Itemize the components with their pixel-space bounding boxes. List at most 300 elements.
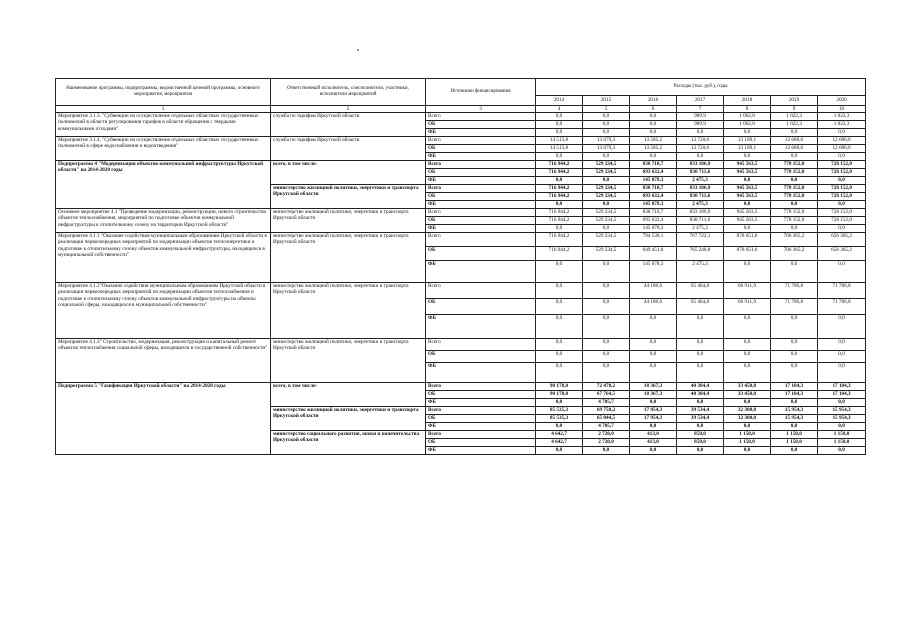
funding-source-cell: ОБ: [426, 169, 536, 177]
value-cell-2018: 0,0: [724, 399, 771, 407]
value-cell-2016: 0,0: [630, 339, 677, 351]
value-cell-2014: 0,0: [536, 399, 583, 407]
value-cell-2014: 716 944,2: [536, 233, 583, 247]
value-cell-2015: 529 234,5: [583, 193, 630, 201]
scan-speck: [357, 49, 359, 51]
value-cell-2014: 0,0: [536, 283, 583, 299]
value-cell-2017: 65 464,8: [677, 299, 724, 315]
value-cell-2016: 413,0: [630, 431, 677, 439]
value-cell-2019: 778 152,0: [771, 209, 818, 217]
value-cell-2018: 13 189,1: [724, 145, 771, 153]
funding-source-cell: ОБ: [426, 145, 536, 153]
value-cell-2019: 0,0: [771, 363, 818, 383]
funding-source-cell: ФБ: [426, 423, 536, 431]
value-cell-2017: 2 475,3: [677, 201, 724, 209]
value-cell-2016: 0,0: [630, 121, 677, 129]
value-cell-2016: 44 180,6: [630, 299, 677, 315]
value-cell-2016: 0,0: [630, 153, 677, 161]
value-cell-2016: 693 632,4: [630, 217, 677, 225]
value-cell-2020: 0,0: [818, 351, 866, 363]
header-name-column: Наименование программы, подпрограммы, ведомственной целевой программы, основного мероприятия, мероприятия: [56, 79, 271, 106]
header-year-2016: 2016: [630, 96, 677, 106]
value-cell-2016: 145 078,3: [630, 177, 677, 185]
funding-source-cell: ФБ: [426, 447, 536, 455]
value-cell-2014: 0,0: [536, 129, 583, 137]
table-row: [56, 383, 866, 391]
value-cell-2018: 0,0: [724, 423, 771, 431]
value-cell-2015: 69 750,2: [583, 407, 630, 415]
value-cell-2016: 693 632,4: [630, 193, 677, 201]
value-cell-2017: 2 475,3: [677, 225, 724, 233]
value-cell-2020: 656 365,2: [818, 247, 866, 261]
value-cell-2020: 0,0: [818, 423, 866, 431]
program-name-cell: Мероприятие 4.1.2"Оказание содействия муниципальным образованиям Иркутской области в реализации первоочередных мероприятий по модернизации объектов теплоснабжения и подготовке к отопительному сезону объектов коммунальной инфраструктуры на объекты социальной сферы, находящихся в муниципальной собственности": [56, 283, 271, 339]
value-cell-2019: 0,0: [771, 261, 818, 283]
value-cell-2014: 716 944,2: [536, 209, 583, 217]
value-cell-2014: 0,0: [536, 351, 583, 363]
value-cell-2014: 0,0: [536, 423, 583, 431]
value-cell-2015: 0,0: [583, 363, 630, 383]
responsible-cell: министерство социального развития, опеки и попечительства Иркутской области: [271, 431, 426, 455]
value-cell-2020: 71 786,8: [818, 299, 866, 315]
value-cell-2017: 830 711,6: [677, 169, 724, 177]
value-cell-2018: 0,0: [724, 447, 771, 455]
value-cell-2018: 13 189,1: [724, 137, 771, 145]
value-cell-2015: 0,0: [583, 113, 630, 121]
value-cell-2014: 0,0: [536, 177, 583, 185]
value-cell-2015: 0,0: [583, 201, 630, 209]
value-cell-2017: 13 720,6: [677, 145, 724, 153]
value-cell-2015: 72 470,2: [583, 383, 630, 391]
value-cell-2019: 778 152,0: [771, 169, 818, 177]
value-cell-2020: 12 680,0: [818, 145, 866, 153]
value-cell-2017: 2 475,3: [677, 177, 724, 185]
value-cell-2016: 0,0: [630, 315, 677, 339]
value-cell-2016: 693 632,4: [630, 169, 677, 177]
value-cell-2019: 0,0: [771, 201, 818, 209]
value-cell-2014: 4 642,7: [536, 431, 583, 439]
value-cell-2014: 0,0: [536, 153, 583, 161]
table-row: [56, 209, 866, 217]
value-cell-2018: 0,0: [724, 201, 771, 209]
value-cell-2020: 728 152,0: [818, 185, 866, 193]
value-cell-2014: 14 513,8: [536, 137, 583, 145]
value-cell-2018: 945 563,5: [724, 169, 771, 177]
value-cell-2020: 0,0: [818, 201, 866, 209]
value-cell-2016: 17 954,3: [630, 415, 677, 423]
value-cell-2020: 1 022,3: [818, 121, 866, 129]
value-cell-2015: 4 705,7: [583, 423, 630, 431]
value-cell-2016: 13 585,2: [630, 137, 677, 145]
value-cell-2015: 529 234,5: [583, 217, 630, 225]
value-cell-2018: 0,0: [724, 363, 771, 383]
value-cell-2014: 0,0: [536, 201, 583, 209]
column-number-10: 10: [818, 106, 866, 113]
value-cell-2019: 12 680,0: [771, 145, 818, 153]
value-cell-2014: 716 944,2: [536, 169, 583, 177]
value-cell-2020: 0,0: [818, 261, 866, 283]
value-cell-2017: 39 534,4: [677, 415, 724, 423]
value-cell-2018: 0,0: [724, 129, 771, 137]
value-cell-2019: 1 150,0: [771, 439, 818, 447]
funding-source-cell: ФБ: [426, 225, 536, 233]
value-cell-2018: 1 062,8: [724, 121, 771, 129]
value-cell-2017: 0,0: [677, 447, 724, 455]
program-name-cell: Мероприятие 4.1.3" Строительство, модернизация, реконструкция и капитальный ремонт объектов теплоснабжения социальной сферы, находящихся в государственной собственности": [56, 339, 271, 383]
funding-source-cell: ФБ: [426, 261, 536, 283]
value-cell-2019: 778 152,0: [771, 185, 818, 193]
value-cell-2016: 0,0: [630, 351, 677, 363]
value-cell-2015: 2 720,0: [583, 431, 630, 439]
value-cell-2015: 2 720,0: [583, 439, 630, 447]
responsible-cell: всего, в том числе:: [271, 383, 426, 407]
value-cell-2017: 0,0: [677, 129, 724, 137]
value-cell-2017: 13 720,6: [677, 137, 724, 145]
program-name-cell: Подпрограмма 4 "Модернизация объектов коммунальной инфраструктуры Иркутской области" на 2014-2020 годы: [56, 161, 271, 209]
value-cell-2019: 0,0: [771, 339, 818, 351]
funding-source-cell: Всего: [426, 283, 536, 299]
value-cell-2018: 945 563,5: [724, 161, 771, 169]
value-cell-2017: 2 475,3: [677, 261, 724, 283]
value-cell-2017: 39 534,4: [677, 407, 724, 415]
funding-source-cell: ОБ: [426, 193, 536, 201]
column-number-5: 5: [583, 106, 630, 113]
column-number-4: 4: [536, 106, 583, 113]
value-cell-2019: 778 152,0: [771, 193, 818, 201]
value-cell-2020: 728 152,0: [818, 161, 866, 169]
table-row: [56, 161, 866, 169]
value-cell-2019: 17 104,3: [771, 383, 818, 391]
value-cell-2020: 0,0: [818, 177, 866, 185]
value-cell-2017: 65 464,8: [677, 283, 724, 299]
value-cell-2020: 728 152,0: [818, 169, 866, 177]
value-cell-2014: 90 178,0: [536, 383, 583, 391]
funding-source-cell: ОБ: [426, 121, 536, 129]
value-cell-2019: 0,0: [771, 447, 818, 455]
responsible-cell: министерство жилищной политики, энергетики и транспорта Иркутской области: [271, 339, 426, 383]
value-cell-2017: 989,9: [677, 113, 724, 121]
funding-source-cell: Всего: [426, 431, 536, 439]
responsible-cell: служба по тарифам Иркутской области: [271, 137, 426, 161]
header-year-2020: 2020: [818, 96, 866, 106]
value-cell-2014: 0,0: [536, 363, 583, 383]
funding-source-cell: ОБ: [426, 391, 536, 399]
value-cell-2020: 12 680,0: [818, 137, 866, 145]
value-cell-2016: 0,0: [630, 423, 677, 431]
value-cell-2019: 706 365,2: [771, 233, 818, 247]
value-cell-2019: 0,0: [771, 399, 818, 407]
column-number-6: 6: [630, 106, 677, 113]
funding-source-cell: ОБ: [426, 439, 536, 447]
funding-source-cell: Всего: [426, 209, 536, 217]
funding-source-cell: Всего: [426, 339, 536, 351]
value-cell-2014: 14 513,8: [536, 145, 583, 153]
value-cell-2015: 529 234,5: [583, 161, 630, 169]
value-cell-2020: 17 104,3: [818, 391, 866, 399]
value-cell-2019: 0,0: [771, 225, 818, 233]
header-year-2017: 2017: [677, 96, 724, 106]
value-cell-2016: 838 710,7: [630, 185, 677, 193]
value-cell-2015: 529 234,5: [583, 247, 630, 261]
funding-source-cell: ФБ: [426, 201, 536, 209]
responsible-cell: министерство жилищной политики, энергетики и транспорта Иркутской области: [271, 283, 426, 339]
value-cell-2020: 71 786,8: [818, 283, 866, 299]
value-cell-2018: 33 450,0: [724, 383, 771, 391]
value-cell-2015: 529 234,5: [583, 209, 630, 217]
funding-source-cell: ОБ: [426, 247, 536, 261]
value-cell-2015: 4 705,7: [583, 399, 630, 407]
value-cell-2015: 0,0: [583, 153, 630, 161]
value-cell-2020: 0,0: [818, 339, 866, 351]
value-cell-2020: 728 152,0: [818, 217, 866, 225]
value-cell-2020: 0,0: [818, 315, 866, 339]
value-cell-2019: 15 954,3: [771, 415, 818, 423]
value-cell-2020: 1 022,3: [818, 113, 866, 121]
value-cell-2017: 765 246,8: [677, 247, 724, 261]
value-cell-2019: 71 786,8: [771, 283, 818, 299]
value-cell-2016: 0,0: [630, 113, 677, 121]
value-cell-2018: 66 911,9: [724, 283, 771, 299]
value-cell-2018: 32 300,0: [724, 415, 771, 423]
value-cell-2019: 0,0: [771, 177, 818, 185]
value-cell-2020: 0,0: [818, 225, 866, 233]
program-name-cell: Мероприятие 3.1.3. "Субвенции на осуществление отдельных областных государственных полномочий в области регулирования тарифов в области обращения с твердыми коммунальными отходами": [56, 113, 271, 137]
header-responsible-column: Ответственный исполнитель, соисполнители, участники, исполнители мероприятий: [271, 79, 426, 106]
value-cell-2017: 0,0: [677, 351, 724, 363]
value-cell-2020: 656 365,2: [818, 233, 866, 247]
table-row: [56, 137, 866, 145]
value-cell-2020: 0,0: [818, 363, 866, 383]
header-year-2018: 2018: [724, 96, 771, 106]
value-cell-2016: 0,0: [630, 399, 677, 407]
value-cell-2019: 0,0: [771, 129, 818, 137]
value-cell-2018: 945 563,5: [724, 209, 771, 217]
value-cell-2015: 529 234,5: [583, 169, 630, 177]
value-cell-2016: 17 954,3: [630, 407, 677, 415]
responsible-cell: министерство жилищной политики, энергетики и транспорта Иркутской области: [271, 233, 426, 283]
value-cell-2017: 989,9: [677, 121, 724, 129]
value-cell-2016: 794 530,1: [630, 233, 677, 247]
value-cell-2016: 0,0: [630, 447, 677, 455]
value-cell-2019: 706 365,2: [771, 247, 818, 261]
program-name-cell: Мероприятие 4.1.1 "Оказание содействия муниципальным образованиям Иркутской области в реализации первоочередных мероприятий по модернизации объектов теплоэнергетики и подготовке к отопительному сезону объектов коммунальной инфраструктуры, находящихся в муниципальной собственности": [56, 233, 271, 283]
value-cell-2016: 649 451,8: [630, 247, 677, 261]
value-cell-2019: 0,0: [771, 315, 818, 339]
value-cell-2020: 0,0: [818, 153, 866, 161]
value-cell-2015: 0,0: [583, 447, 630, 455]
value-cell-2015: 0,0: [583, 339, 630, 351]
value-cell-2019: 0,0: [771, 423, 818, 431]
value-cell-2018: 0,0: [724, 225, 771, 233]
value-cell-2017: 0,0: [677, 423, 724, 431]
table-row: [56, 113, 866, 121]
value-cell-2017: 0,0: [677, 363, 724, 383]
header-source-column: Источники финансирования: [426, 79, 536, 106]
value-cell-2016: 145 078,3: [630, 201, 677, 209]
value-cell-2015: 529 234,5: [583, 185, 630, 193]
value-cell-2016: 18 367,3: [630, 391, 677, 399]
value-cell-2014: 85 535,3: [536, 415, 583, 423]
value-cell-2016: 838 710,7: [630, 161, 677, 169]
table-row: [56, 339, 866, 351]
value-cell-2014: 0,0: [536, 225, 583, 233]
responsible-cell: министерство жилищной политики, энергетики и транспорта Иркутской области: [271, 407, 426, 431]
column-number-8: 8: [724, 106, 771, 113]
column-number-2: 2: [271, 106, 426, 113]
column-number-7: 7: [677, 106, 724, 113]
header-year-2015: 2015: [583, 96, 630, 106]
value-cell-2014: 716 944,2: [536, 193, 583, 201]
value-cell-2018: 0,0: [724, 261, 771, 283]
value-cell-2017: 830 711,6: [677, 217, 724, 225]
funding-source-cell: ФБ: [426, 177, 536, 185]
column-number-1: 1: [56, 106, 271, 113]
funding-source-cell: Всего: [426, 161, 536, 169]
value-cell-2015: 0,0: [583, 315, 630, 339]
value-cell-2020: 17 104,3: [818, 383, 866, 391]
value-cell-2020: 15 954,3: [818, 407, 866, 415]
value-cell-2017: 767 722,1: [677, 233, 724, 247]
funding-source-cell: ФБ: [426, 315, 536, 339]
value-cell-2019: 1 150,0: [771, 431, 818, 439]
value-cell-2017: 40 384,4: [677, 383, 724, 391]
value-cell-2018: 0,0: [724, 315, 771, 339]
value-cell-2015: 13 679,3: [583, 145, 630, 153]
responsible-cell: всего, в том числе:: [271, 161, 426, 185]
value-cell-2018: 0,0: [724, 351, 771, 363]
value-cell-2014: 90 178,0: [536, 391, 583, 399]
funding-source-cell: ОБ: [426, 415, 536, 423]
value-cell-2018: 1 150,0: [724, 431, 771, 439]
value-cell-2018: 66 911,9: [724, 299, 771, 315]
value-cell-2015: 0,0: [583, 129, 630, 137]
value-cell-2014: 85 535,3: [536, 407, 583, 415]
value-cell-2016: 44 180,6: [630, 283, 677, 299]
value-cell-2017: 833 186,9: [677, 185, 724, 193]
funding-source-cell: ОБ: [426, 299, 536, 315]
funding-source-cell: Всего: [426, 233, 536, 247]
value-cell-2018: 878 651,6: [724, 233, 771, 247]
value-cell-2016: 0,0: [630, 363, 677, 383]
value-cell-2015: 67 764,5: [583, 391, 630, 399]
value-cell-2016: 18 367,3: [630, 383, 677, 391]
value-cell-2019: 0,0: [771, 153, 818, 161]
value-cell-2015: 0,0: [583, 351, 630, 363]
funding-source-cell: Всего: [426, 185, 536, 193]
value-cell-2020: 728 152,0: [818, 209, 866, 217]
value-cell-2014: 716 944,2: [536, 185, 583, 193]
value-cell-2020: 1 150,0: [818, 439, 866, 447]
value-cell-2017: 0,0: [677, 315, 724, 339]
program-name-cell: Мероприятие 3.1.4. "Субвенции на осуществление отдельных областных государственных полномочий в сфере водоснабжения и водоотведения": [56, 137, 271, 161]
funding-source-cell: ФБ: [426, 399, 536, 407]
value-cell-2018: 32 300,0: [724, 407, 771, 415]
value-cell-2014: 0,0: [536, 315, 583, 339]
value-cell-2018: 0,0: [724, 153, 771, 161]
value-cell-2015: 529 234,5: [583, 233, 630, 247]
value-cell-2019: 15 954,3: [771, 407, 818, 415]
value-cell-2019: 71 786,8: [771, 299, 818, 315]
value-cell-2020: 0,0: [818, 447, 866, 455]
value-cell-2019: 778 152,0: [771, 161, 818, 169]
value-cell-2016: 145 078,3: [630, 261, 677, 283]
header-year-2014: 2014: [536, 96, 583, 106]
value-cell-2015: 0,0: [583, 225, 630, 233]
value-cell-2015: 0,0: [583, 283, 630, 299]
value-cell-2017: 850,0: [677, 431, 724, 439]
responsible-cell: министерство жилищной политики, энергетики и транспорта Иркутской области: [271, 209, 426, 233]
value-cell-2014: 0,0: [536, 121, 583, 129]
value-cell-2019: 17 104,3: [771, 391, 818, 399]
value-cell-2016: 145 078,3: [630, 225, 677, 233]
column-number-3: 3: [426, 106, 536, 113]
funding-source-cell: ОБ: [426, 217, 536, 225]
value-cell-2017: 833 186,9: [677, 161, 724, 169]
value-cell-2016: 838 710,7: [630, 209, 677, 217]
value-cell-2019: 0,0: [771, 351, 818, 363]
value-cell-2020: 15 954,3: [818, 415, 866, 423]
responsible-cell: министерство жилищной политики, энергетики и транспорта Иркутской области: [271, 185, 426, 209]
value-cell-2020: 0,0: [818, 129, 866, 137]
value-cell-2016: 413,0: [630, 439, 677, 447]
value-cell-2017: 833 186,9: [677, 209, 724, 217]
value-cell-2014: 716 944,2: [536, 161, 583, 169]
value-cell-2015: 0,0: [583, 299, 630, 315]
funding-source-cell: Всего: [426, 383, 536, 391]
value-cell-2014: 0,0: [536, 447, 583, 455]
value-cell-2014: 0,0: [536, 339, 583, 351]
column-number-9: 9: [771, 106, 818, 113]
value-cell-2015: 13 679,3: [583, 137, 630, 145]
value-cell-2017: 0,0: [677, 153, 724, 161]
value-cell-2017: 850,0: [677, 439, 724, 447]
funding-source-cell: ФБ: [426, 129, 536, 137]
funding-source-cell: ФБ: [426, 153, 536, 161]
value-cell-2018: 945 563,5: [724, 217, 771, 225]
value-cell-2018: 1 062,8: [724, 113, 771, 121]
value-cell-2014: 716 944,2: [536, 217, 583, 225]
program-name-cell: Основное мероприятие 4.1 "Проведение модернизации, реконструкции, нового строительства объектов теплоснабжения, мероприятий по подготовке объектов коммунальной инфраструктуры к отопительному сезону на территории Иркутской области": [56, 209, 271, 233]
value-cell-2019: 778 152,0: [771, 217, 818, 225]
value-cell-2019: 12 680,0: [771, 137, 818, 145]
value-cell-2018: 33 450,0: [724, 391, 771, 399]
value-cell-2016: 0,0: [630, 129, 677, 137]
value-cell-2017: 40 384,4: [677, 391, 724, 399]
header-expenses: Расходы (тыс. руб.), годы: [536, 79, 866, 96]
table-row: [56, 233, 866, 247]
value-cell-2014: 0,0: [536, 261, 583, 283]
table-row: [56, 283, 866, 299]
value-cell-2019: 1 022,3: [771, 121, 818, 129]
funding-source-cell: Всего: [426, 137, 536, 145]
value-cell-2019: 1 022,3: [771, 113, 818, 121]
value-cell-2014: 716 944,2: [536, 247, 583, 261]
value-cell-2018: 878 651,6: [724, 247, 771, 261]
value-cell-2014: 0,0: [536, 113, 583, 121]
value-cell-2015: 0,0: [583, 177, 630, 185]
value-cell-2018: 1 150,0: [724, 439, 771, 447]
value-cell-2017: 0,0: [677, 399, 724, 407]
value-cell-2020: 0,0: [818, 399, 866, 407]
program-name-cell: Подпрограмма 5 "Газификация Иркутской области" на 2014-2020 годы: [56, 383, 271, 455]
value-cell-2018: 945 563,5: [724, 185, 771, 193]
value-cell-2017: 830 711,6: [677, 193, 724, 201]
value-cell-2015: 65 044,5: [583, 415, 630, 423]
responsible-cell: служба по тарифам Иркутской области: [271, 113, 426, 137]
value-cell-2015: 0,0: [583, 261, 630, 283]
value-cell-2017: 0,0: [677, 339, 724, 351]
funding-source-cell: Всего: [426, 113, 536, 121]
